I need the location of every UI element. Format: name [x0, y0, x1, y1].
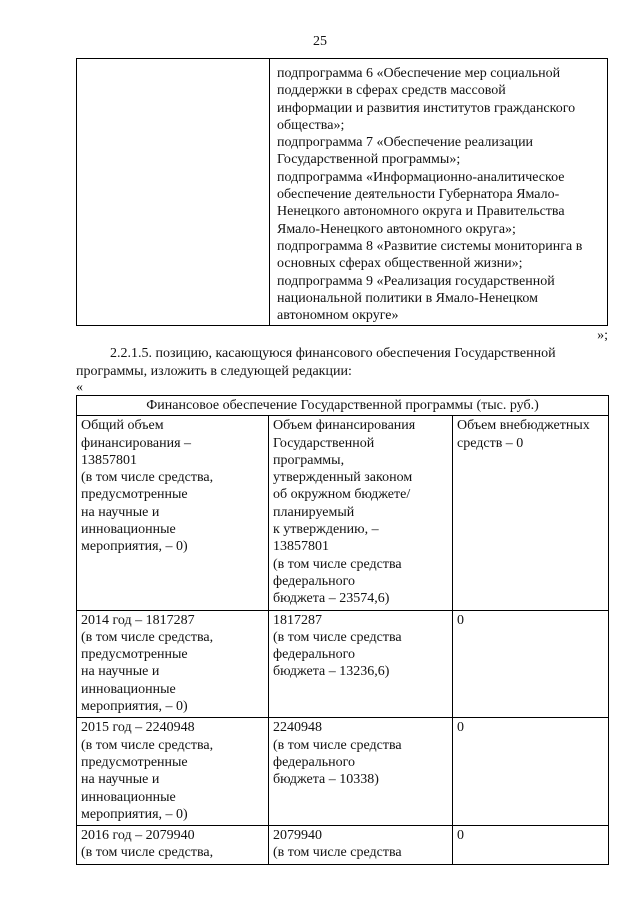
- subprogram-line: подпрограмма «Информационно-аналитическое: [277, 169, 565, 185]
- cell-line: 2016 год – 2079940: [81, 828, 195, 844]
- financing-table-header: Финансовое обеспечение Государственной программы (тыс. руб.): [77, 396, 609, 416]
- cell-line: (в том числе средства,: [81, 629, 214, 645]
- subprogram-line: Государственной программы»;: [277, 152, 461, 168]
- cell-line: утвержденный законом: [273, 470, 413, 486]
- cell-line: к утверждению, –: [273, 522, 379, 538]
- cell-line: 13857801: [81, 452, 137, 468]
- page-number: 25: [313, 34, 327, 49]
- subprogram-line: обеспечение деятельности Губернатора Ямало-: [277, 187, 560, 203]
- cell-line: средств – 0: [457, 435, 524, 451]
- year-program-cell: [269, 718, 453, 826]
- table-row: [77, 826, 609, 865]
- cell-line: инновационные: [81, 681, 176, 697]
- table-row: [77, 610, 609, 718]
- cell-line: планируемый: [273, 504, 355, 520]
- cell-line: предусмотренные: [81, 754, 188, 770]
- cell-line: (в том числе средства: [273, 556, 402, 572]
- cell-line: (в том числе средства,: [81, 737, 214, 753]
- extrabudgetary-cell: [453, 416, 609, 610]
- cell-line: 0: [457, 720, 464, 736]
- subprogram-line: подпрограмма 8 «Развитие системы мониторинга в: [277, 238, 583, 254]
- subprogram-line: автономном округе»: [277, 308, 399, 324]
- financing-table: [76, 395, 609, 865]
- cell-line: 2240948: [273, 720, 322, 736]
- subprogram-line: Ненецкого автономного округа и Правительства: [277, 204, 565, 220]
- cell-line: инновационные: [81, 522, 176, 538]
- cell-line: на научные и: [81, 664, 160, 680]
- cell-line: 0: [457, 612, 464, 628]
- cell-line: бюджета – 13236,6): [273, 664, 390, 680]
- subprogram-line: подпрограмма 6 «Обеспечение мер социальной: [277, 66, 561, 81]
- subprogram-line: Ямало-Ненецкого автономного округа»;: [277, 221, 516, 237]
- year-program-cell: [269, 610, 453, 718]
- cell-line: федерального: [273, 573, 356, 589]
- cell-line: (в том числе средства: [273, 845, 402, 861]
- cell-line: 13857801: [273, 539, 329, 555]
- cell-line: (в том числе средства: [273, 629, 402, 645]
- cell-line: Объем финансирования: [273, 418, 416, 434]
- cell-line: (в том числе средства,: [81, 845, 214, 861]
- cell-line: (в том числе средства: [273, 737, 402, 753]
- closing-quote: »;: [597, 328, 608, 343]
- paragraph-line: программы, изложить в следующей редакции:: [76, 363, 352, 379]
- total-funding-cell: [77, 416, 269, 610]
- cell-line: инновационные: [81, 789, 176, 805]
- subprogram-line: подпрограмма 7 «Обеспечение реализации: [277, 135, 534, 151]
- subprogram-line: национальной политики в Ямало-Ненецком: [277, 290, 538, 306]
- year-extrabudgetary-cell: [453, 826, 609, 865]
- subprogram-line: общества»;: [277, 117, 345, 133]
- subprogram-line: поддержки в сферах средств массовой: [277, 83, 506, 99]
- cell-line: мероприятия, – 0): [81, 539, 188, 555]
- year-total-cell: [77, 826, 269, 865]
- table-row: [77, 718, 609, 826]
- subprogram-line: подпрограмма 9 «Реализация государственной: [277, 273, 555, 289]
- year-extrabudgetary-cell: [453, 610, 609, 718]
- opening-quote: «: [76, 380, 83, 395]
- cell-line: Объем внебюджетных: [457, 418, 590, 434]
- cell-line: об окружном бюджете/: [273, 487, 411, 503]
- cell-line: финансирования –: [81, 435, 192, 451]
- cell-line: на научные и: [81, 772, 160, 788]
- cell-line: предусмотренные: [81, 647, 188, 663]
- cell-line: федерального: [273, 647, 356, 663]
- cell-line: 1817287: [273, 612, 322, 628]
- subprogram-line: информации и развития институтов гражданского: [277, 100, 576, 116]
- cell-line: мероприятия, – 0): [81, 699, 188, 715]
- paragraph-line: 2.2.1.5. позицию, касающуюся финансового обеспечения Государственной: [110, 346, 556, 361]
- program-funding-cell: [269, 416, 453, 610]
- year-total-cell: [77, 610, 269, 718]
- cell-line: мероприятия, – 0): [81, 806, 188, 822]
- year-total-cell: [77, 718, 269, 826]
- cell-line: Государственной: [273, 435, 375, 451]
- cell-line: (в том числе средства,: [81, 470, 214, 486]
- cell-line: федерального: [273, 754, 356, 770]
- table-row: [77, 416, 609, 610]
- cell-line: предусмотренные: [81, 487, 188, 503]
- cell-line: бюджета – 23574,6): [273, 591, 390, 607]
- year-extrabudgetary-cell: [453, 718, 609, 826]
- cell-line: 2015 год – 2240948: [81, 720, 195, 736]
- cell-line: бюджета – 10338): [273, 772, 379, 788]
- cell-line: программы,: [273, 452, 345, 468]
- cell-line: 2014 год – 1817287: [81, 612, 195, 628]
- cell-line: 2079940: [273, 828, 322, 844]
- year-program-cell: [269, 826, 453, 865]
- cell-line: 0: [457, 828, 464, 844]
- subprogram-line: основных сферах общественной жизни»;: [277, 256, 523, 272]
- cell-line: Общий объем: [81, 418, 164, 434]
- cell-line: на научные и: [81, 504, 160, 520]
